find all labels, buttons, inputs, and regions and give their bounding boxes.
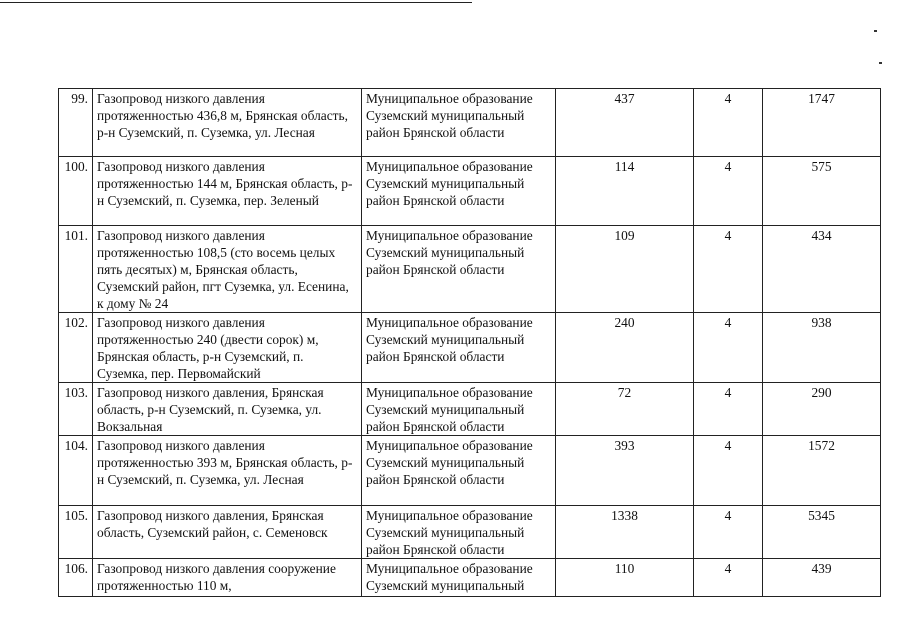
row-number: 100.	[59, 157, 93, 226]
column-4-value: 4	[694, 157, 763, 226]
length-value: 240	[556, 313, 694, 383]
table-row	[59, 383, 881, 436]
table-row	[59, 559, 881, 597]
total-value: 434	[763, 226, 881, 313]
length-value: 437	[556, 89, 694, 157]
row-number: 99.	[59, 89, 93, 157]
owner-name: Муниципальное образование Суземский муниципальный	[362, 559, 556, 597]
table-row	[59, 226, 881, 313]
owner-name: Муниципальное образование Суземский муниципальный район Брянской области	[362, 157, 556, 226]
table-row	[59, 89, 881, 157]
registry-table	[58, 88, 881, 597]
owner-name: Муниципальное образование Суземский муниципальный район Брянской области	[362, 383, 556, 436]
object-name: Газопровод низкого давления протяженностью 108,5 (сто восемь целых пять десятых) м, Брянская область, Суземский район, пгт Суземка, ул. Есенина, к дому № 24	[93, 226, 362, 313]
table-row	[59, 157, 881, 226]
column-4-value: 4	[694, 506, 763, 559]
total-value: 1747	[763, 89, 881, 157]
row-number: 106.	[59, 559, 93, 597]
column-4-value: 4	[694, 89, 763, 157]
table-row	[59, 436, 881, 506]
object-name: Газопровод низкого давления, Брянская область, Суземский район, с. Семеновск	[93, 506, 362, 559]
owner-name: Муниципальное образование Суземский муниципальный район Брянской области	[362, 313, 556, 383]
column-4-value: 4	[694, 226, 763, 313]
length-value: 393	[556, 436, 694, 506]
object-name: Газопровод низкого давления протяженностью 436,8 м, Брянская область, р-н Суземский, п. Суземка, ул. Лесная	[93, 89, 362, 157]
owner-name: Муниципальное образование Суземский муниципальный район Брянской области	[362, 89, 556, 157]
column-4-value: 4	[694, 313, 763, 383]
total-value: 938	[763, 313, 881, 383]
column-4-value: 4	[694, 436, 763, 506]
object-name: Газопровод низкого давления протяженностью 144 м, Брянская область, р-н Суземский, п. Суземка, пер. Зеленый	[93, 157, 362, 226]
object-name: Газопровод низкого давления сооружение протяженностью 110 м,	[93, 559, 362, 597]
total-value: 5345	[763, 506, 881, 559]
object-name: Газопровод низкого давления протяженностью 240 (двести сорок) м, Брянская область, р-н Суземский, п. Суземка, пер. Первомайский	[93, 313, 362, 383]
registry-table-body	[59, 89, 881, 597]
object-name: Газопровод низкого давления, Брянская область, р-н Суземский, п. Суземка, ул. Вокзальная	[93, 383, 362, 436]
table-row	[59, 313, 881, 383]
row-number: 103.	[59, 383, 93, 436]
column-4-value: 4	[694, 559, 763, 597]
length-value: 110	[556, 559, 694, 597]
row-number: 105.	[59, 506, 93, 559]
row-number: 101.	[59, 226, 93, 313]
total-value: 1572	[763, 436, 881, 506]
scan-speck	[874, 30, 877, 32]
length-value: 114	[556, 157, 694, 226]
length-value: 109	[556, 226, 694, 313]
table-row	[59, 506, 881, 559]
total-value: 575	[763, 157, 881, 226]
row-number: 102.	[59, 313, 93, 383]
scan-speck	[879, 62, 882, 64]
total-value: 439	[763, 559, 881, 597]
column-4-value: 4	[694, 383, 763, 436]
length-value: 72	[556, 383, 694, 436]
owner-name: Муниципальное образование Суземский муниципальный район Брянской области	[362, 436, 556, 506]
object-name: Газопровод низкого давления протяженностью 393 м, Брянская область, р-н Суземский, п. Суземка, ул. Лесная	[93, 436, 362, 506]
row-number: 104.	[59, 436, 93, 506]
length-value: 1338	[556, 506, 694, 559]
owner-name: Муниципальное образование Суземский муниципальный район Брянской области	[362, 506, 556, 559]
top-rule	[0, 2, 472, 3]
owner-name: Муниципальное образование Суземский муниципальный район Брянской области	[362, 226, 556, 313]
total-value: 290	[763, 383, 881, 436]
